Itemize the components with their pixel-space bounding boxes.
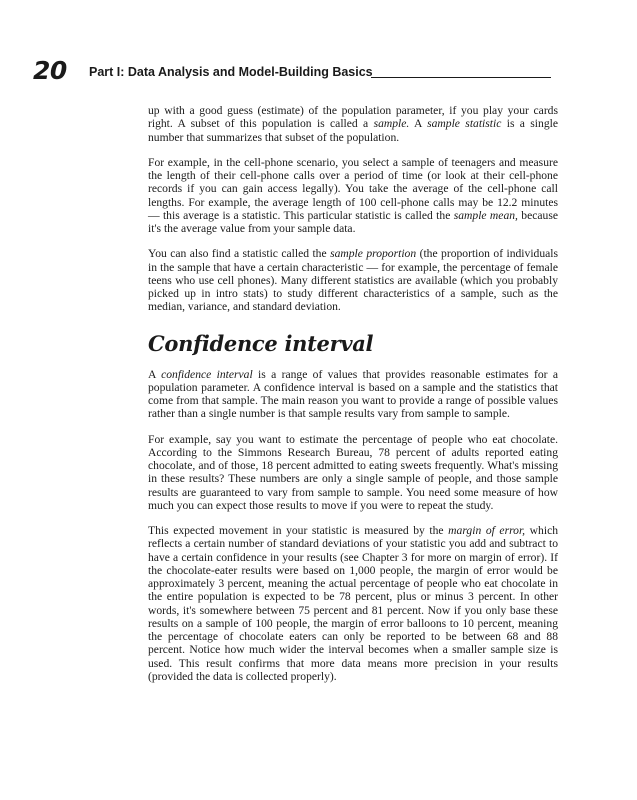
- section-heading: Confidence interval: [148, 330, 374, 356]
- paragraph: [148, 368, 558, 421]
- text-run: You can also find a statistic called the: [148, 247, 331, 261]
- text-run: A: [409, 117, 428, 131]
- text-run: is a range of values that provides reasonable estimates for a population parameter. A confidence interval is based on a sample and the statistics that come from that sample. The main reason you want to provide a range of possible values rather than a single number is that sample results vary from sample to sample.: [148, 367, 558, 421]
- text-run: because it's the average value from your sample data.: [148, 208, 558, 235]
- section-paragraphs: [148, 368, 558, 684]
- running-head: Part I: Data Analysis and Model-Building Basics: [89, 65, 373, 79]
- italic-term: confidence interval: [161, 367, 253, 381]
- text-run: is a single number that summarizes that subset of the population.: [148, 117, 558, 144]
- page-number: 20: [33, 56, 67, 85]
- text-run: (the proportion of individuals in the sample that have a certain characteristic — for example, the percentage of female teens who use cell phones). Many different statistics are available (which you probably picked up in intro stats) to study different characteristics of a sample, such as the median, variance, and standard deviation.: [148, 247, 559, 314]
- paragraph: [148, 524, 558, 683]
- text-run: up with a good guess (estimate) of the population parameter, if you play your cards right. A subset of this population is called a: [148, 104, 558, 131]
- text-run: which reflects a certain number of standard deviations of your statistic you add and subtract to have a certain confidence in your results (see Chapter 3 for more on margin of error). If the chocolate-eater results were based on 1,000 people, the margin of error would be approximately 3 percent, meaning the actual percentage of people who eat chocolate in the entire population is expected to be 78 percent, plus or minus 3 percent. In other words, it's somewhere between 75 percent and 81 percent. Now if you only base these results on a sample of 100 people, the margin of error balloons to 10 percent, meaning the percentage of chocolate eaters can only be reported to be between 68 and 88 percent. Notice how much wider the interval becomes when a smaller sample size is used. This result confirms that more data means more precision in your results (provided the data is collected properly).: [148, 524, 559, 683]
- italic-term: sample mean,: [453, 208, 518, 222]
- paragraph: [148, 247, 558, 313]
- italic-term: margin of error,: [448, 524, 526, 537]
- paragraph: [148, 156, 558, 236]
- text-run: For example, say you want to estimate the percentage of people who eat chocolate. According to the Simmons Research Bureau, 78 percent of adults reported eating chocolate, and of those, 18 percent admitted to eating sweets frequently. What's missing in these results? These numbers are only a single sample of people, and those sample results are guaranteed to vary from sample to sample. You need some measure of how much you can expect those results to move if you were to repeat the study.: [148, 432, 558, 512]
- text-run: This expected movement in your statistic is measured by the: [148, 524, 449, 537]
- intro-paragraphs: [148, 104, 558, 314]
- italic-term: sample proportion: [330, 247, 417, 261]
- text-run: For example, in the cell-phone scenario, you select a sample of teenagers and measure the length of their cell-phone calls over a period of time (or look at their cell-phone records if you can gain access legally). You take the average of the cell-phone call lengths. For example, the average length of 100 cell-phone calls may be 12.2 minutes — this average is a statistic. This particular statistic is called the: [148, 155, 558, 222]
- italic-term: sample.: [373, 117, 410, 131]
- italic-term: sample statistic: [427, 117, 502, 131]
- paragraph: [148, 104, 558, 144]
- header-rule: [371, 77, 551, 78]
- paragraph: [148, 433, 558, 513]
- text-run: A: [148, 367, 162, 381]
- page-header: [33, 58, 553, 84]
- page-body: [148, 104, 558, 695]
